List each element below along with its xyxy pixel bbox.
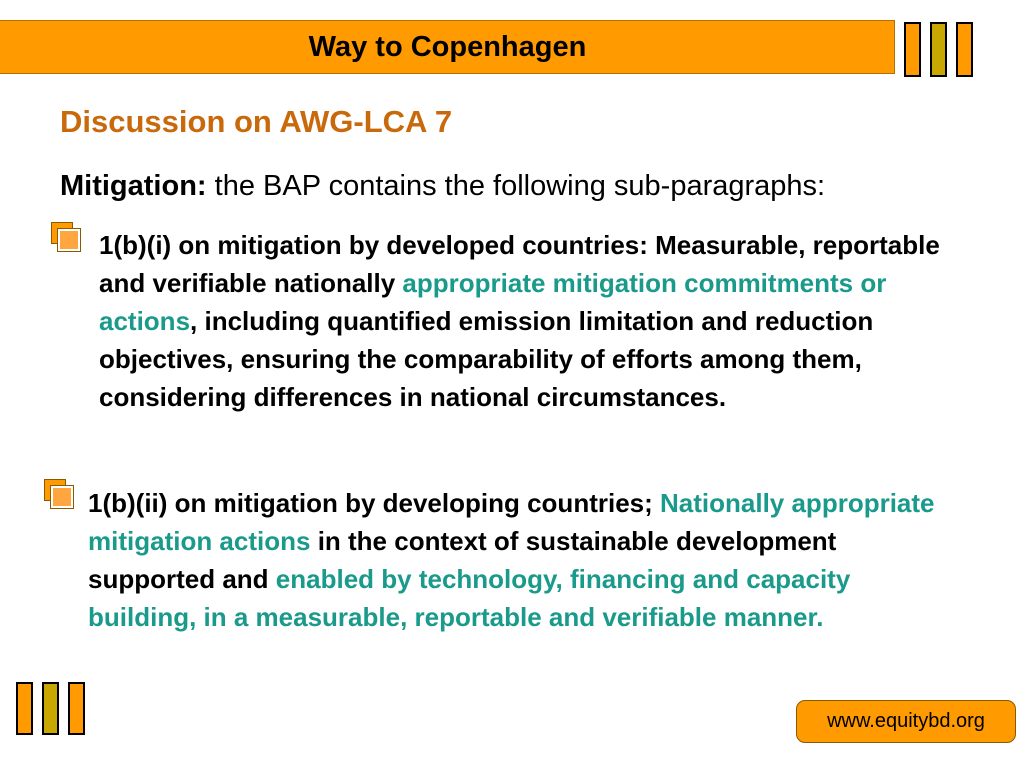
intro-line bbox=[60, 166, 825, 206]
website-badge[interactable]: www.equitybd.org bbox=[796, 700, 1016, 743]
bullet-highlight-text: appropriate mitigation commitments or actions bbox=[99, 268, 887, 336]
decorative-bar bbox=[904, 22, 921, 77]
slide-title: Way to Copenhagen bbox=[308, 31, 587, 63]
bullet-text: 1(b)(i) on mitigation by developed countries: Measurable, reportable and verifiable nationally bbox=[99, 230, 940, 298]
square-bullet-icon bbox=[44, 479, 76, 511]
bullet-text: in the context of sustainable development supported and bbox=[88, 526, 837, 594]
intro-text: the BAP contains the following sub-paragraphs: bbox=[206, 170, 826, 202]
bullet-text: 1(b)(ii) on mitigation by developing countries; bbox=[88, 488, 660, 518]
decorative-bar bbox=[956, 22, 973, 77]
slide-subtitle: Discussion on AWG-LCA 7 bbox=[60, 104, 453, 139]
square-bullet-icon bbox=[51, 222, 83, 254]
decorative-bar bbox=[68, 682, 85, 735]
decorative-bar bbox=[16, 682, 33, 735]
bullet-paragraph-developed bbox=[99, 226, 969, 416]
bullet-text: , including quantified emission limitation and reduction objectives, ensuring the comparability of efforts among them, considering differences in national circumstances. bbox=[99, 306, 874, 412]
decorative-bar bbox=[42, 682, 59, 735]
bullet-highlight-text: enabled by technology, financing and capacity building, in a measurable, reportable and verifiable manner. bbox=[88, 564, 851, 632]
bullet-highlight-text: Nationally appropriate mitigation actions bbox=[88, 488, 935, 556]
bullet-paragraph-developing bbox=[88, 484, 958, 636]
decorative-bar bbox=[930, 22, 947, 77]
intro-label: Mitigation: bbox=[60, 170, 207, 202]
